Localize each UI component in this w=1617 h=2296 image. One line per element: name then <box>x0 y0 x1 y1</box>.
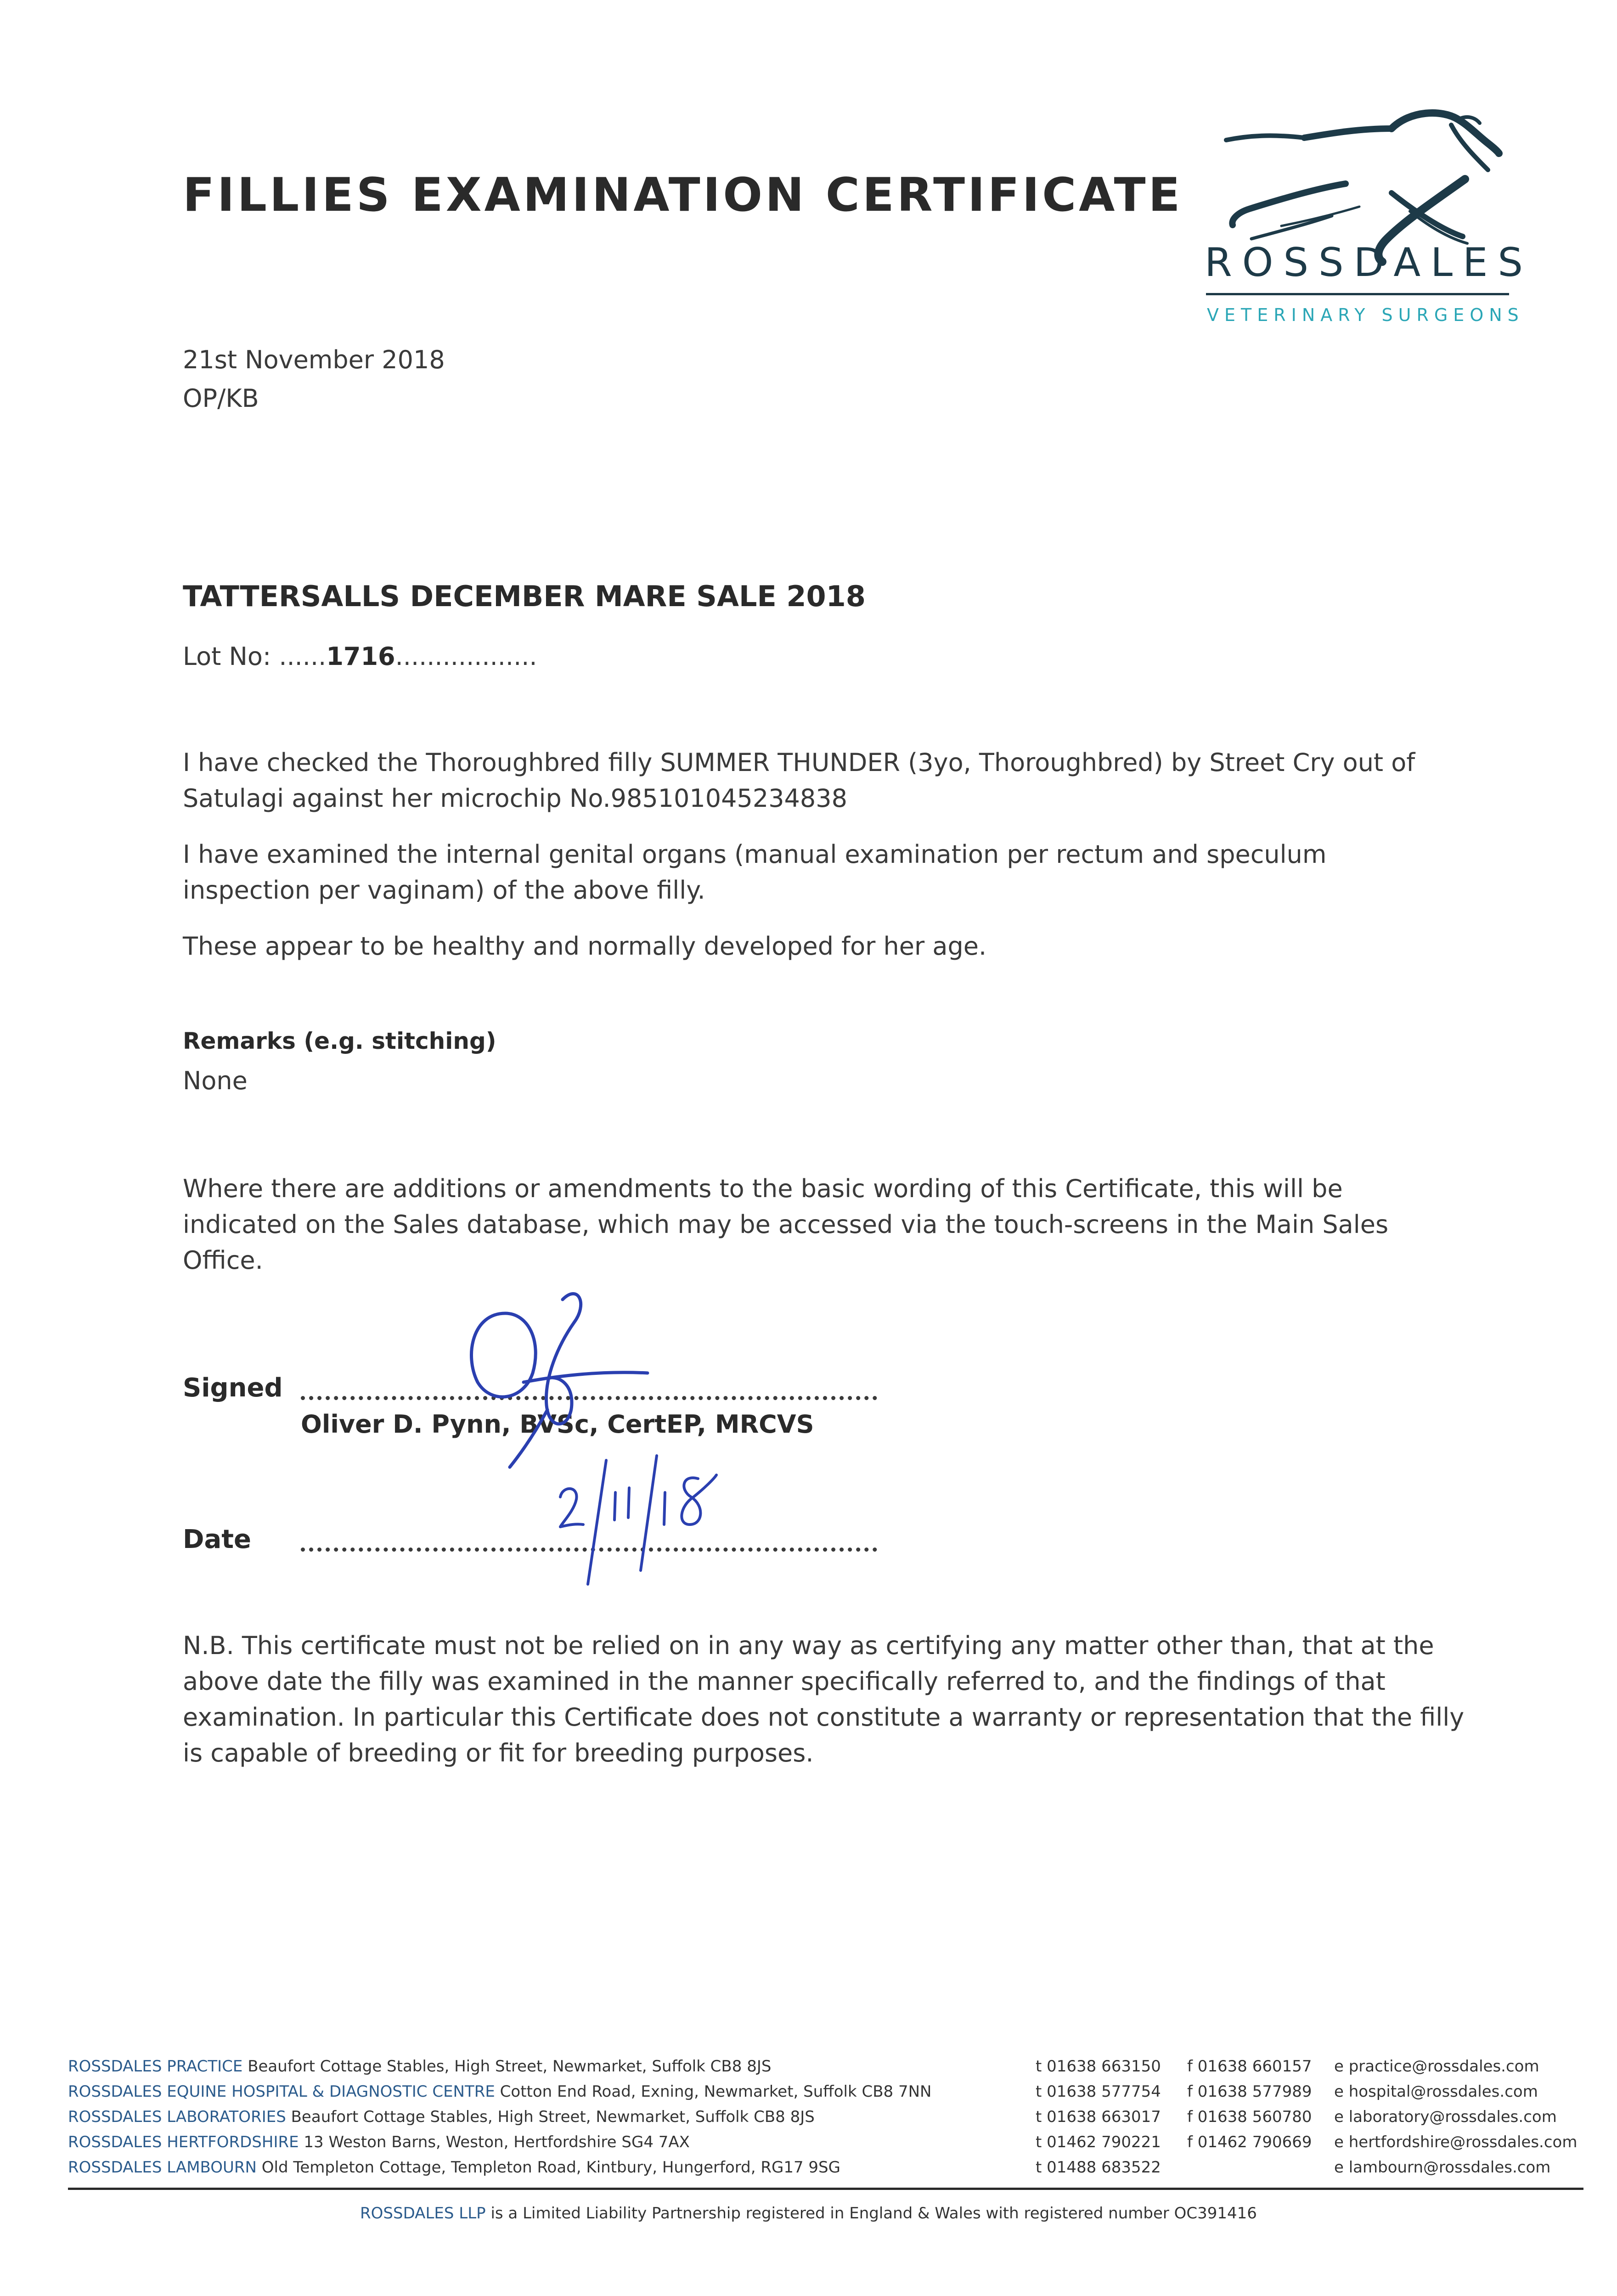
footer-tel: t 01638 577754 <box>1036 2082 1161 2101</box>
amendments-note: Where there are additions or amendments to the basic wording of this Certificate, this will be indicated on the Sales database, which may be accessed via the touch-screens in the Main Sales Office. <box>183 1174 1389 1275</box>
sale-title: TATTERSALLS DECEMBER MARE SALE 2018 <box>183 580 866 613</box>
remarks-label: Remarks (e.g. stitching) <box>183 1028 496 1054</box>
lot-dots-after: .................. <box>395 642 537 671</box>
logo-divider <box>1206 293 1509 295</box>
footer-email: e lambourn@rossdales.com <box>1334 2158 1551 2177</box>
llp-text: is a Limited Liability Partnership registered in England & Wales with registered number OC391416 <box>490 2204 1257 2223</box>
footer-tel: t 01638 663150 <box>1036 2057 1161 2076</box>
footer-row <box>68 2082 931 2101</box>
footer-tel: t 01462 790221 <box>1036 2133 1161 2151</box>
footer-address: Beaufort Cottage Stables, High Street, Newmarket, Suffolk CB8 8JS <box>248 2057 772 2076</box>
footer-email: e hertfordshire@rossdales.com <box>1334 2133 1578 2151</box>
footer-address: 13 Weston Barns, Weston, Hertfordshire SG4 7AX <box>304 2133 690 2151</box>
lot-number-line <box>183 642 537 671</box>
handwritten-date <box>542 1442 753 1593</box>
microchip-paragraph: I have checked the Thoroughbred filly SUMMER THUNDER (3yo, Thoroughbred) by Street Cry out of Satulagi against her microchip No.985101045234838 <box>183 748 1415 813</box>
certificate-title: FILLIES EXAMINATION CERTIFICATE <box>183 168 1183 222</box>
date-label: Date <box>183 1525 252 1554</box>
letter-date: 21st November 2018 <box>183 345 445 374</box>
footer-branch-name: ROSSDALES PRACTICE <box>68 2057 243 2076</box>
footer-tel: t 01638 663017 <box>1036 2108 1161 2126</box>
footer-branch-name: ROSSDALES LAMBOURN <box>68 2158 257 2177</box>
footer-row <box>68 2158 840 2177</box>
footer-address: Old Templeton Cottage, Templeton Road, Kintbury, Hungerford, RG17 9SG <box>261 2158 840 2177</box>
lot-number: 1716 <box>326 642 395 671</box>
footer-tel: t 01488 683522 <box>1036 2158 1161 2177</box>
footer-email: e practice@rossdales.com <box>1334 2057 1539 2076</box>
llp-name: ROSSDALES LLP <box>360 2204 486 2223</box>
footer-address: Cotton End Road, Exning, Newmarket, Suffolk CB8 7NN <box>500 2082 932 2101</box>
footer-email: e laboratory@rossdales.com <box>1334 2108 1557 2126</box>
galloping-horse-icon <box>1194 101 1516 340</box>
footer-fax: f 01638 560780 <box>1187 2108 1312 2126</box>
footer-row <box>68 2108 815 2126</box>
llp-registration <box>0 2204 1617 2223</box>
nb-disclaimer: N.B. This certificate must not be relied on in any way as certifying any matter other than, that at the above date the filly was examined in the manner specifically referred to, and the findings of that examination. In particular this Certificate does not constitute a warranty or representation that the filly is capable of breeding or fit for breeding purposes. <box>183 1631 1465 1767</box>
footer-fax: f 01462 790669 <box>1187 2133 1312 2151</box>
footer-email: e hospital@rossdales.com <box>1334 2082 1538 2101</box>
lot-dots-before: ...... <box>279 642 327 671</box>
footer-address: Beaufort Cottage Stables, High Street, Newmarket, Suffolk CB8 8JS <box>291 2108 815 2126</box>
footer-branch-name: ROSSDALES HERTFORDSHIRE <box>68 2133 299 2151</box>
examination-paragraph: I have examined the internal genital organs (manual examination per rectum and speculum inspection per vaginam) of the above filly. <box>183 840 1327 905</box>
footer-fax: f 01638 660157 <box>1187 2057 1312 2076</box>
footer-branch-name: ROSSDALES EQUINE HOSPITAL & DIAGNOSTIC CENTRE <box>68 2082 495 2101</box>
logo-tagline: VETERINARY SURGEONS <box>1207 305 1524 325</box>
footer-divider <box>68 2188 1583 2190</box>
logo-wordmark: ROSSDALES <box>1205 240 1533 286</box>
footer-row <box>68 2057 771 2076</box>
footer-fax: f 01638 577989 <box>1187 2082 1312 2101</box>
signer-name: Oliver D. Pynn, BVSc, CertEP, MRCVS <box>301 1410 814 1439</box>
signed-label: Signed <box>183 1373 283 1403</box>
footer-row <box>68 2133 690 2151</box>
footer-branch-name: ROSSDALES LABORATORIES <box>68 2108 286 2126</box>
letter-reference: OP/KB <box>183 384 259 413</box>
lot-label: Lot No: <box>183 642 271 671</box>
remarks-value: None <box>183 1066 248 1095</box>
findings-paragraph: These appear to be healthy and normally developed for her age. <box>183 932 987 961</box>
